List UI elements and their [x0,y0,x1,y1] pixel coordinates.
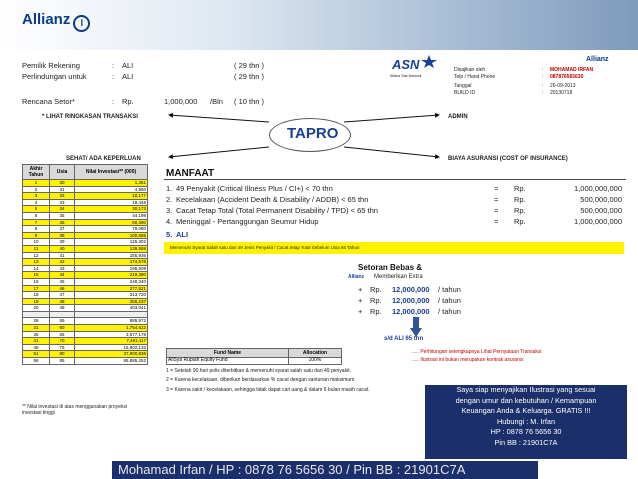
arrow-to-health [169,147,269,157]
arrow-to-coi [344,147,439,157]
note-right-2: ..... Ilustrasi ini bukan merupakan kontrak asuransi [412,357,524,363]
cell-investment: 155,936 [75,252,148,259]
setoran-unit: / tahun [438,296,461,305]
cell-age: 47 [50,292,75,299]
info-line-6: Pin BB : 21901C7A [494,437,558,447]
yellow-note: Memenuhi Syarat Salah satu dari 49 Jenis Penyakit / Cacat tetap Total Sebelum Usia 65 Tahun [170,245,360,250]
table-row [23,292,148,299]
deposit-term: ( 10 thn ) [234,97,265,106]
cell-investment: 7,491,117 [75,338,148,345]
cell-age: 46 [50,285,75,292]
manfaat-item-text: Cacat Tetap Total (Total Permanent Disability / TPD) < 65 thn [176,206,378,215]
setoran-value: 12,000,000 [392,296,430,305]
cell-year: 56 [23,358,50,365]
manfaat-item-currency: Rp. [514,195,526,204]
deposit-period: /Bln [210,97,223,106]
table-row [23,232,148,239]
table-row [23,226,148,233]
asn-logo: ASN [392,57,420,72]
phone-label: Telp / Hand Phone [454,74,496,80]
manfaat-item-value: 500,000,000 [580,206,622,215]
cell-age: 85 [50,358,75,365]
table-row [23,219,148,226]
fund-alloc: 100% [288,358,341,365]
manfaat-item-text: Meninggal - Pertanggungan Seumur Hidup [176,217,319,226]
table-row [23,193,148,200]
manfaat-item-currency: Rp. [514,206,526,215]
health-label: SEHAT/ ADA KEPERLUAN [66,156,141,162]
cell-year: 20 [23,305,50,312]
cell-age: 48 [50,298,75,305]
setoran-unit: / tahun [438,307,461,316]
table-row [23,245,148,252]
cell-year: 16 [23,278,50,285]
cell-age: 38 [50,232,75,239]
phone-value: 087876565630 [550,74,584,80]
manfaat-item-no: 2. [166,195,173,204]
cell-year: 6 [23,212,50,219]
cell-investment: 3,577,178 [75,331,148,338]
table-row [23,338,148,345]
cell-investment: 1,361 [75,180,148,187]
insured-age: ( 29 thn ) [234,72,265,81]
setoran-currency: Rp. [370,296,382,305]
table-row [23,358,148,365]
admin-label: ADMIN [448,114,468,120]
cell-age: 45 [50,278,75,285]
cell-year: 3 [23,193,50,200]
policy-owner-colon: : [112,61,115,70]
allianz-eagle-icon: Ⅰ [73,15,90,32]
asn-subtitle: Allianz Star Network [390,74,422,78]
cell-year: 2 [23,186,50,193]
table-row [23,318,148,325]
cell-investment: 44,198 [75,212,148,219]
investment-note: ** Nilai investasi di atas menggunakan proyeksi investasi tinggi [22,404,128,416]
cell-age: 36 [50,219,75,226]
build-colon: : [542,90,544,96]
manfaat-item-value: 1,000,000,000 [574,184,622,193]
setoran-value: 12,000,000 [392,285,430,294]
cell-investment: 219,390 [75,272,148,279]
cell-investment: 246,340 [75,278,148,285]
col-age: Usia [50,165,75,180]
note-right-1: ..... Perhitungan selengkapnya Lihat Pernyataan Transaksi [412,349,542,355]
cell-year: 18 [23,292,50,299]
contact-info-box [425,385,627,459]
footer-contact-bar: Mohamad Irfan / HP : 0878 76 5656 30 / Pin BB : 21901C7A [112,461,538,479]
manfaat-divider [164,179,626,180]
footnote-1: 1 = Setelah 90 hari polis diterbitkan & memenuhi syarat salah satu dari 49 penyakit. [166,368,351,374]
table-row [23,272,148,279]
cell-investment: 19,448 [75,199,148,206]
cell-year: 12 [23,252,50,259]
cell-year: 9 [23,232,50,239]
manfaat-item-currency: Rp. [514,217,526,226]
cell-year: 14 [23,265,50,272]
table-row [23,206,148,213]
manfaat-item-equals: = [494,206,499,215]
cell-year: 17 [23,285,50,292]
manfaat-item-value: 1,000,000,000 [574,217,622,226]
table-row [23,298,148,305]
cell-investment: 139,588 [75,245,148,252]
info-line-1: Saya siap menyajikan Ilustrasi yang sesuai [456,385,596,394]
table-row [23,278,148,285]
cell-year: 11 [23,245,50,252]
cell-year: 46 [23,344,50,351]
manfaat-item-text: 49 Penyakit (Critical Illness Plus / CI+) < 70 thn [176,184,333,193]
arrow-to-summary [169,115,269,122]
cell-investment: 79,080 [75,226,148,233]
insured-colon: : [112,72,115,81]
prepared-by-colon: : [542,67,544,73]
setoran-sign: + [358,285,363,294]
deposit-colon: : [112,97,115,106]
table-row [23,265,148,272]
prepared-by-value: MOHAMAD IRFAN [550,67,594,73]
info-line-2: dengan umur dan kebutuhan / Kemampuan [455,395,597,405]
table-row [23,331,148,338]
table-header [23,165,148,180]
cell-year: - [23,311,50,318]
cell-year: 8 [23,226,50,233]
cell-age: 37 [50,226,75,233]
fund-name-header: Fund Name [167,349,289,358]
deposit-value: 1,000,000 [164,97,198,106]
arrow-to-admin [344,115,439,122]
cell-investment: 30,173 [75,206,148,213]
cell-age: 39 [50,239,75,246]
cell-year: 31 [23,325,50,332]
allianz-logo-small: Allianz [586,56,609,63]
cell-investment: 277,521 [75,285,148,292]
phone-colon: : [542,74,544,80]
table-row [23,305,148,312]
table-row [23,351,148,358]
coi-label: BIAYA ASURANSI (COST OF INSURANCE) [448,156,568,162]
setoran-title: Setoran Bebas & [358,263,423,272]
cell-age: 31 [50,186,75,193]
cell-year: 7 [23,219,50,226]
cell-year: 5 [23,206,50,213]
col-year: Akhir Tahun [23,165,50,180]
manfaat-item-equals: = [494,195,499,204]
manfaat-item-text: Kecelakaan (Accident Death & Disability / ADDB) < 65 thn [176,195,369,204]
cell-year: 51 [23,351,50,358]
table-row [23,311,148,318]
table-row [23,180,148,187]
cell-investment: 60,390 [75,219,148,226]
cell-investment: - [75,311,148,318]
cell-age: 41 [50,252,75,259]
date-label: Tanggal [454,83,472,89]
manfaat-item-equals: = [494,217,499,226]
cell-age: 32 [50,193,75,200]
table-row [23,252,148,259]
cell-investment: 1,754,622 [75,325,148,332]
setoran-extra: Memberikan Extra [374,274,423,280]
manfaat-item-5-name: ALI [176,230,189,239]
policy-owner-value: ALI [122,61,134,70]
build-value: 20130718 [550,90,573,96]
cell-year: 36 [23,331,50,338]
cell-year: 13 [23,259,50,266]
info-line-4: Hubungi : M. Irfan [497,416,555,426]
table-row [23,344,148,351]
deposit-currency: Rp. [122,97,134,106]
header-banner [0,0,638,50]
cell-year: 10 [23,239,50,246]
cell-age: 80 [50,351,75,358]
insured-label: Perlindungan untuk [22,72,87,81]
manfaat-item-currency: Rp. [514,184,526,193]
cell-year: 1 [23,180,50,187]
setoran-unit: / tahun [438,285,461,294]
manfaat-item-5-no: 5. [166,230,173,239]
manfaat-item-value: 500,000,000 [580,195,622,204]
cell-age: 35 [50,212,75,219]
cell-investment: 100,585 [75,232,148,239]
cell-investment: 403,041 [75,305,148,312]
cell-investment: 125,302 [75,239,148,246]
cell-age: 40 [50,245,75,252]
setoran-value: 12,000,000 [392,307,430,316]
cell-investment: 16,802,133 [75,344,148,351]
setoran-allianz: Allianz [348,274,365,280]
allianz-logo: Allianz Ⅰ [22,11,90,32]
cell-year: 41 [23,338,50,345]
cell-age: 55 [50,318,75,325]
table-row [23,285,148,292]
policy-owner-label: Pemilik Rekening [22,61,80,70]
investment-table [22,164,148,365]
prepared-by-label: Disajikan oleh [454,67,486,73]
cell-age: 65 [50,331,75,338]
table-row [23,186,148,193]
setoran-down-arrow-icon [410,317,422,337]
cell-age: 60 [50,325,75,332]
date-value: 26-09-2013 [550,83,576,89]
cell-year: 15 [23,272,50,279]
cell-age: - [50,311,75,318]
cell-investment: 10,177 [75,193,148,200]
manfaat-item-no: 1. [166,184,173,193]
footnote-3: 3 = Karena sakit / kecelakaan, sehingga tidak dapat cari uang & dalam 6 bulan masih cacat. [166,387,370,393]
info-line-5: HP : 0878 76 5656 30 [490,427,562,436]
cell-year: 19 [23,298,50,305]
cell-age: 44 [50,272,75,279]
cell-age: 70 [50,338,75,345]
manfaat-item-no: 4. [166,217,173,226]
deposit-label: Rencana Setor* [22,97,75,106]
info-line-3: Keuangan Anda & Keluarga. GRATIS !!! [461,406,591,415]
cell-age: 75 [50,344,75,351]
manfaat-item-equals: = [494,184,499,193]
cell-investment: 37,900,836 [75,351,148,358]
col-investment: Nilai Investasi** (000) [75,165,148,180]
setoran-currency: Rp. [370,285,382,294]
summary-note: * LIHAT RINGKASAN TRANSAKSI [42,114,138,120]
cell-investment: 4,960 [75,186,148,193]
cell-age: 33 [50,199,75,206]
cell-investment: 85,885,252 [75,358,148,365]
cell-age: 43 [50,265,75,272]
manfaat-item-no: 3. [166,206,173,215]
tapro-label: TAPRO [287,125,339,142]
cell-age: 34 [50,206,75,213]
setoran-sign: + [358,296,363,305]
manfaat-title: MANFAAT [166,168,215,179]
date-colon: : [542,83,544,89]
cell-age: 49 [50,305,75,312]
setoran-sign: + [358,307,363,316]
fund-name: AliSya Rupiah Equity Fund [167,358,289,365]
policy-owner-age: ( 29 thn ) [234,61,265,70]
cell-year: 4 [23,199,50,206]
build-label: BUILD ID [454,90,476,96]
cell-investment: 195,609 [75,265,148,272]
cell-investment: 885,972 [75,318,148,325]
setoran-currency: Rp. [370,307,382,316]
table-row [23,325,148,332]
insured-value: ALI [122,72,134,81]
fund-alloc-header: Allocation [288,349,341,358]
table-row [23,259,148,266]
cell-age: 30 [50,180,75,187]
setoran-age: s/d ALI 65 thn [384,336,424,342]
table-row [23,239,148,246]
cell-investment: 313,720 [75,292,148,299]
fund-table [166,348,342,365]
cell-investment: 174,578 [75,259,148,266]
footnote-2: 2 = Karena kecelakaan, diberikan berdasarkan % cacat dengan santunan maksimum [166,377,355,383]
cell-investment: 355,237 [75,298,148,305]
asn-star-icon [418,54,440,68]
cell-age: 42 [50,259,75,266]
cell-year: 26 [23,318,50,325]
table-row [23,212,148,219]
table-row [23,199,148,206]
